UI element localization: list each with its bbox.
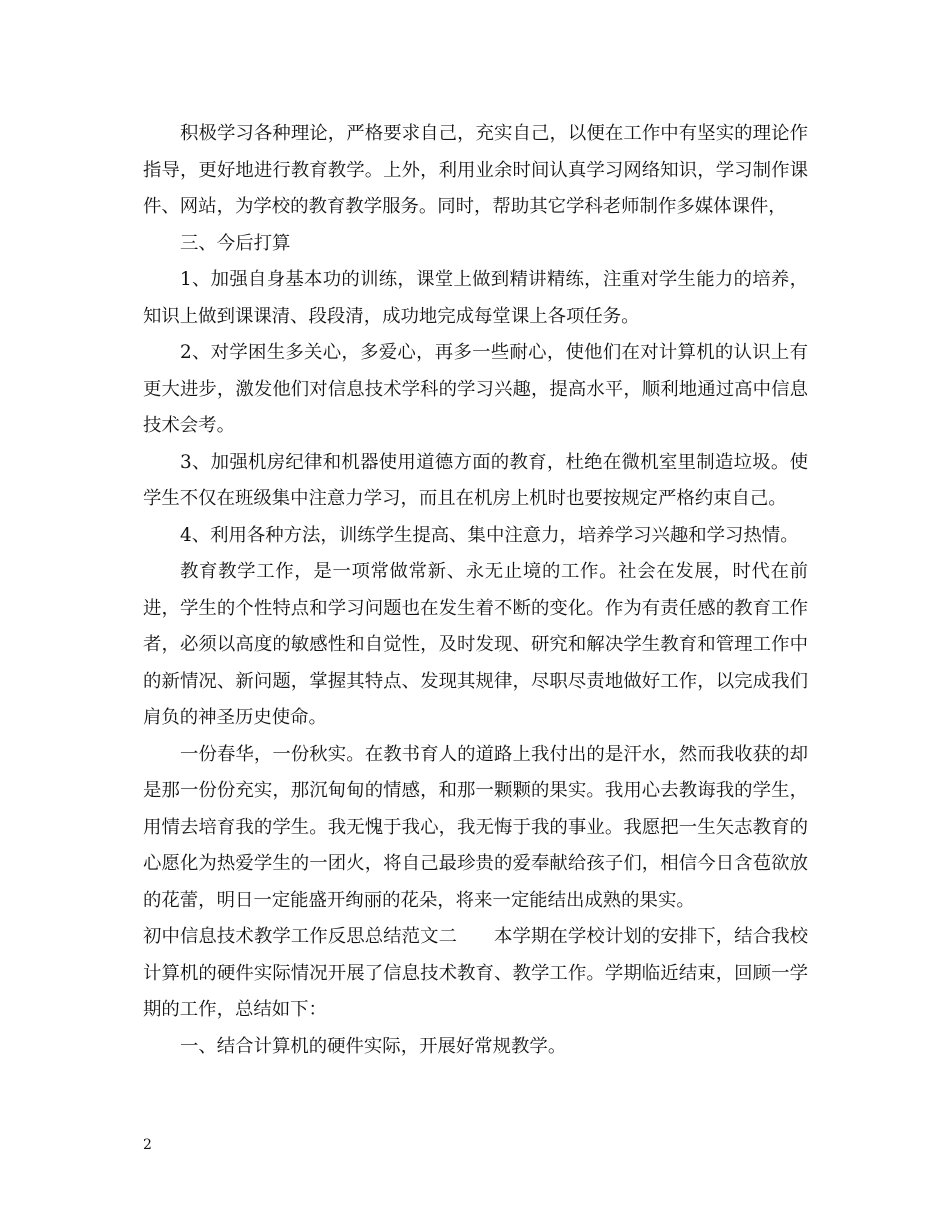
page-number: 2 <box>143 1137 152 1153</box>
plan-item-4: 4、利用各种方法，训练学生提高、集中注意力，培养学习兴趣和学习热情。 <box>180 524 799 546</box>
paragraph-article-two-intro: 初中信息技术教学工作反思总结范文二 本学期在学校计划的安排下，结合我校计算机的硬件实际情况开展了信息技术教育、教学工作。学期临近结束，回顾一学期的工作，总结如下： <box>143 926 808 1020</box>
plan-item-2: 2、对学困生多关心，多爱心，再多一些耐心，使他们在对计算机的认识上有更大进步，激发他们对信息技术学科的学习兴趣，提高水平，顺利地通过高中信息技术会考。 <box>143 342 808 436</box>
body-text <box>143 116 808 1065</box>
plan-item-3: 3、加强机房纪律和机器使用道德方面的教育，杜绝在微机室里制造垃圾。使学生不仅在班级集中注意力学习，而且在机房上机时也要按规定严格约束自己。 <box>143 451 808 509</box>
plan-item-1: 1、加强自身基本功的训练，课堂上做到精讲精练，注重对学生能力的培养，知识上做到课课清、段段清，成功地完成每堂课上各项任务。 <box>143 269 808 327</box>
paragraph-study-theory: 积极学习各种理论，严格要求自己，充实自己，以便在工作中有坚实的理论作指导，更好地进行教育教学。上外，利用业余时间认真学习网络知识，学习制作课件、网站，为学校的教育教学服务。同时，帮助其它学科老师制作多媒体课件， <box>143 123 808 217</box>
paragraph-teaching-work: 教育教学工作，是一项常做常新、永无止境的工作。社会在发展，时代在前进，学生的个性特点和学习问题也在发生着不断的变化。作为有责任感的教育工作者，必须以高度的敏感性和自觉性，及时发现、研究和解决学生教育和管理工作中的新情况、新问题，掌握其特点、发现其规律，尽职尽责地做好工作，以完成我们肩负的神圣历史使命。 <box>143 561 808 728</box>
paragraph-spring-autumn: 一份春华，一份秋实。在教书育人的道路上我付出的是汗水，然而我收获的却是那一份份充实，那沉甸甸的情感，和那一颗颗的果实。我用心去教诲我的学生，用情去培育我的学生。我无愧于我心，我无悔于我的事业。我愿把一生矢志教育的心愿化为热爱学生的一团火，将自己最珍贵的爱奉献给孩子们，相信今日含苞欲放的花蕾，明日一定能盛开绚丽的花朵，将来一定能结出成熟的果实。 <box>143 743 808 911</box>
section-heading-future-plans: 三、今后打算 <box>180 232 291 254</box>
section-heading-routine-teaching: 一、结合计算机的硬件实际，开展好常规教学。 <box>180 1035 567 1057</box>
